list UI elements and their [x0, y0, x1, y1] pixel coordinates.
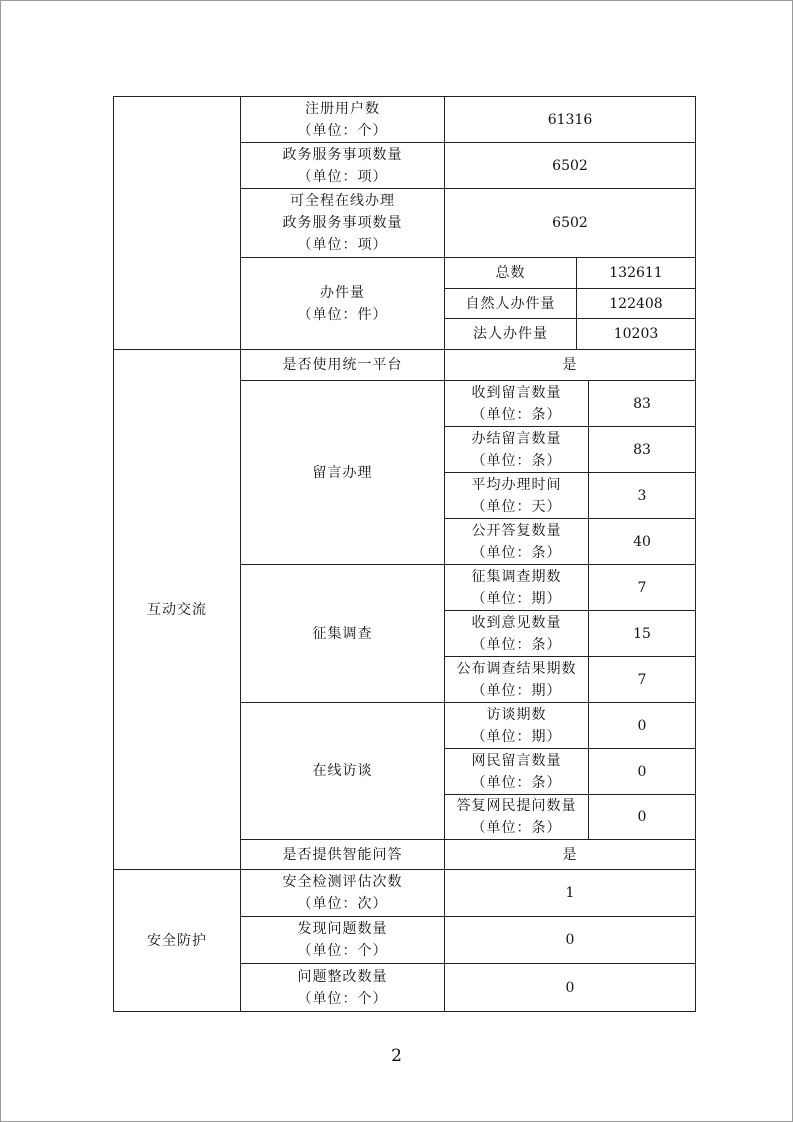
handling-legal-person-label: 法人办件量 — [445, 319, 577, 350]
interviews-periods-label — [445, 703, 589, 749]
interviews-replies-label — [445, 795, 589, 840]
surveys-opinions-value: 15 — [589, 611, 696, 657]
unit-text: （单位：条） — [471, 544, 562, 561]
label-text: 收到留言数量 — [471, 384, 562, 401]
label-text: 收到意见数量 — [471, 614, 562, 631]
registered-users-label — [241, 96, 445, 143]
surveys-periods-label — [445, 565, 589, 611]
handling-total-label: 总数 — [445, 258, 577, 289]
handling-natural-person-value: 122408 — [577, 289, 696, 319]
label-text: 安全检测评估次数 — [282, 874, 403, 890]
unified-platform-value: 是 — [445, 350, 696, 381]
label-text: 问题整改数量 — [297, 968, 388, 985]
interviews-periods-value: 0 — [589, 703, 696, 749]
security-tests-value: 1 — [445, 870, 696, 917]
security-tests-label — [241, 870, 445, 917]
unit-text: （单位：条） — [471, 774, 562, 791]
unit-text: （单位：期） — [471, 728, 562, 745]
label-text: 网民留言数量 — [471, 752, 562, 769]
unit-text: （单位：项） — [297, 237, 388, 253]
messages-public-replies-value: 40 — [589, 519, 696, 565]
surveys-opinions-label — [445, 611, 589, 657]
label-text-2: 政务服务事项数量 — [282, 215, 403, 231]
service-items-label — [241, 143, 445, 189]
unit-text: （单位：个） — [297, 990, 388, 1007]
security-issues-fixed-label — [241, 964, 445, 1012]
surveys-group-label: 征集调查 — [241, 565, 445, 703]
handling-natural-person-label: 自然人办件量 — [445, 289, 577, 319]
label-text: 公布调查结果期数 — [456, 660, 577, 677]
interviews-group-label: 在线访谈 — [241, 703, 445, 840]
unit-text: （单位：条） — [471, 820, 562, 836]
messages-group-label: 留言办理 — [241, 381, 445, 565]
handling-legal-person-value: 10203 — [577, 319, 696, 350]
unit-text: （单位：个） — [297, 943, 388, 959]
label-text: 办结留言数量 — [471, 430, 562, 447]
unit-text: （单位：项） — [297, 168, 388, 185]
messages-average-time-label — [445, 473, 589, 519]
messages-average-time-value: 3 — [589, 473, 696, 519]
unit-text: （单位：件） — [297, 306, 388, 323]
label-text: 发现问题数量 — [297, 921, 388, 937]
security-issues-found-label — [241, 917, 445, 964]
security-category: 安全防护 — [113, 870, 241, 1012]
messages-completed-label — [445, 427, 589, 473]
registered-users-value: 61316 — [445, 96, 696, 143]
surveys-results-value: 7 — [589, 657, 696, 703]
messages-completed-value: 83 — [589, 427, 696, 473]
online-items-value: 6502 — [445, 189, 696, 258]
unit-text: （单位：期） — [471, 590, 562, 607]
category-cell-empty — [113, 96, 241, 350]
unit-text: （单位：次） — [297, 896, 388, 912]
interviews-messages-value: 0 — [589, 749, 696, 795]
unit-text: （单位：个） — [297, 122, 388, 139]
smart-qa-label: 是否提供智能问答 — [241, 840, 445, 870]
label-text: 访谈期数 — [486, 706, 547, 723]
surveys-results-label — [445, 657, 589, 703]
statistics-table — [113, 96, 696, 1012]
label-text: 征集调查期数 — [471, 568, 562, 585]
messages-received-value: 83 — [589, 381, 696, 427]
page-number: 2 — [391, 1046, 402, 1066]
online-items-label — [241, 189, 445, 258]
label-text: 注册用户数 — [305, 100, 380, 117]
unit-text: （单位：条） — [471, 406, 562, 423]
unit-text: （单位：条） — [471, 636, 562, 653]
label-text: 办件量 — [320, 284, 365, 301]
label-text: 答复网民提问数量 — [456, 798, 577, 814]
handling-label — [241, 258, 445, 350]
label-text-1: 可全程在线办理 — [290, 193, 395, 209]
label-text: 政务服务事项数量 — [282, 146, 403, 163]
security-issues-found-value: 0 — [445, 917, 696, 964]
surveys-periods-value: 7 — [589, 565, 696, 611]
unit-text: （单位：期） — [471, 682, 562, 699]
unit-text: （单位：条） — [471, 452, 562, 469]
security-issues-fixed-value: 0 — [445, 964, 696, 1012]
label-text: 平均办理时间 — [471, 476, 562, 493]
interviews-replies-value: 0 — [589, 795, 696, 840]
label-text: 公开答复数量 — [471, 522, 562, 539]
interaction-category: 互动交流 — [113, 350, 241, 870]
handling-total-value: 132611 — [577, 258, 696, 289]
messages-received-label — [445, 381, 589, 427]
smart-qa-value: 是 — [445, 840, 696, 870]
unified-platform-label: 是否使用统一平台 — [241, 350, 445, 381]
interviews-messages-label — [445, 749, 589, 795]
messages-public-replies-label — [445, 519, 589, 565]
service-items-value: 6502 — [445, 143, 696, 189]
unit-text: （单位：天） — [471, 498, 562, 515]
